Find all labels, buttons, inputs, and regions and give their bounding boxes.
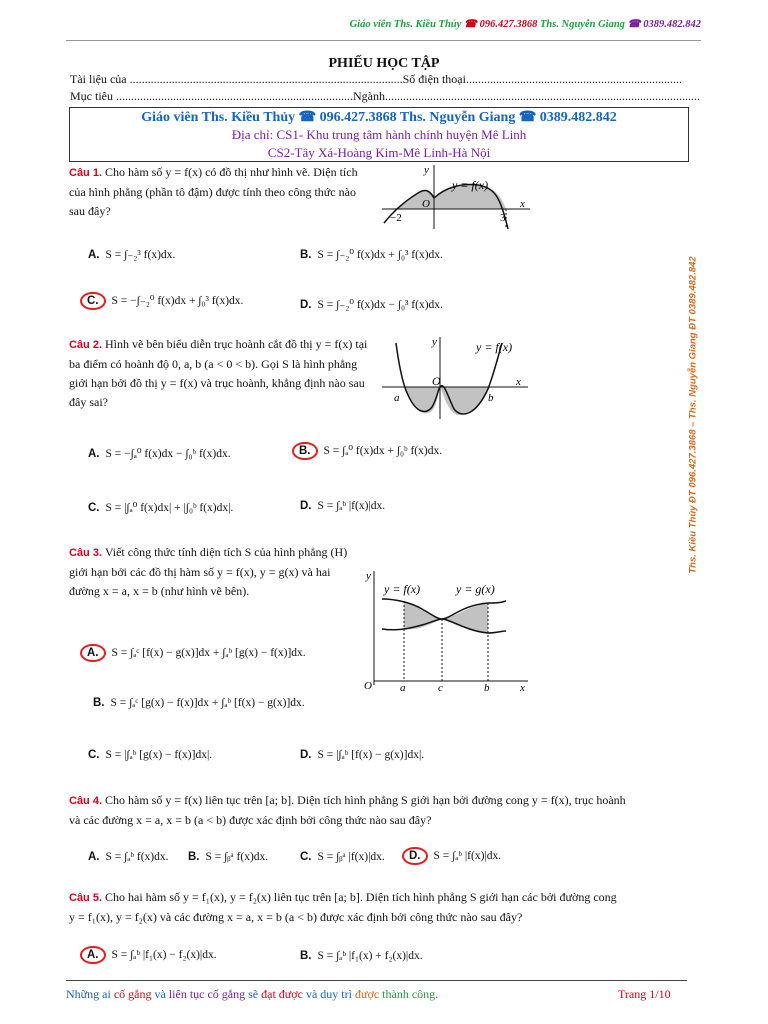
page-title: PHIẾU HỌC TẬP (328, 56, 440, 71)
side-contact-text: Ths. Kiều Thủy ĐT 096.427.3868 – Ths. Nguyễn Giang ĐT 0389.482.842 (687, 256, 699, 574)
q1-option-c-text: S = −∫₋₂⁰ f(x)dx + ∫₀³ f(x)dx. (111, 295, 244, 307)
q4-option-b[interactable]: B. S = ∫ᵦᵃ f(x)dx. (188, 851, 269, 863)
q3-option-b-text: S = ∫ₐᶜ [g(x) − f(x)]dx + ∫ₐᵇ [f(x) − g(x)]dx. (110, 697, 305, 709)
q3-graph-g: y = g(x) (456, 582, 495, 596)
answer-circle: B. (292, 442, 318, 460)
header-teacher-2: Ths. Nguyễn Giang (540, 19, 625, 30)
q1-graph-b: 3 (500, 212, 506, 224)
q3-graph-c: c (438, 682, 443, 694)
q2-option-d[interactable]: D. S = ∫ₐᵇ |f(x)|dx. (300, 500, 386, 512)
question-2-graph (382, 333, 532, 421)
header-phone-1: ☎ 096.427.3868 (463, 19, 538, 30)
q4-option-b-text: S = ∫ᵦᵃ f(x)dx. (205, 851, 269, 863)
footer-rule (66, 980, 687, 981)
q5-option-b[interactable]: B. S = ∫ₐᵇ |f₁(x) + f₂(x)|dx. (300, 950, 423, 962)
motto-word: Những ai (66, 987, 111, 1001)
q2-option-c-text: S = |∫ₐ⁰ f(x)dx| + |∫₀ᵇ f(x)dx|. (105, 502, 234, 514)
answer-circle: C. (80, 292, 106, 310)
q3-graph-y: y (366, 570, 371, 582)
q3-option-c[interactable]: C. S = |∫ₐᵇ [g(x) − f(x)]dx|. (88, 749, 213, 761)
q1-graph-x: x (520, 198, 525, 210)
q1-option-a[interactable]: A. S = ∫₋₂³ f(x)dx. (88, 249, 176, 261)
footer-motto (66, 987, 438, 1002)
q3-option-a-text: S = ∫ₐᶜ [f(x) − g(x)]dx + ∫ₐᵇ [g(x) − f(x)]dx. (111, 647, 306, 659)
q3-graph-f: y = f(x) (384, 582, 421, 596)
q1-option-d-text: S = ∫₋₂⁰ f(x)dx − ∫₀³ f(x)dx. (317, 299, 443, 311)
contact-box (69, 107, 689, 162)
motto-word: cố gắng (113, 987, 152, 1001)
question-5-text-1: Cho hai hàm số y = f₁(x), y = f₂(x) liên tục trên [a; b]. Diện tích hình phẳng S giới hạn các bởi đường cong (105, 890, 617, 904)
question-1-text: Cho hàm số y = f(x) có đồ thị như hình vẽ. Diện tích của hình phẳng (phần tô đậm) được tính theo công thức nào sau đây? (69, 165, 358, 218)
q4-option-a-text: S = ∫ₐᵇ f(x)dx. (105, 851, 169, 863)
answer-circle: D. (402, 847, 428, 865)
question-4 (69, 791, 709, 830)
motto-word: thành công (382, 987, 436, 1001)
q4-option-d[interactable] (410, 847, 501, 865)
question-1 (69, 163, 374, 221)
q1-graph-func: y = f(x) (452, 178, 489, 192)
motto-word: được (354, 987, 380, 1001)
q5-option-b-text: S = ∫ₐᵇ |f₁(x) + f₂(x)|dx. (317, 950, 423, 962)
motto-word: . (435, 987, 439, 1001)
q4-option-d-text: S = ∫ₐᵇ |f(x)|dx. (433, 850, 502, 862)
question-3 (69, 543, 359, 601)
question-4-text-1: Cho hàm số y = f(x) liên tục trên [a; b]. Diện tích hình phẳng S giới hạn bởi đường cong y = f(x), trục hoành (105, 793, 626, 807)
q2-option-b-text: S = ∫ₐ⁰ f(x)dx + ∫₀ᵇ f(x)dx. (323, 445, 443, 457)
q1-option-d[interactable]: D. S = ∫₋₂⁰ f(x)dx − ∫₀³ f(x)dx. (300, 299, 443, 311)
q2-option-d-text: S = ∫ₐᵇ |f(x)|dx. (317, 500, 386, 512)
q2-option-a-text: S = −∫ₐ⁰ f(x)dx − ∫₀ᵇ f(x)dx. (105, 448, 231, 460)
header-phone-2: ☎ 0389.482.842 (627, 19, 701, 30)
question-3-graph (362, 565, 532, 695)
q3-option-b[interactable]: B. S = ∫ₐᶜ [g(x) − f(x)]dx + ∫ₐᵇ [f(x) − g(x)]dx. (93, 697, 305, 709)
q4-option-c-text: S = ∫ᵦᵃ |f(x)|dx. (317, 851, 385, 863)
q2-graph-func: y = f(x) (476, 340, 513, 354)
q2-graph-y: y (432, 336, 437, 348)
q1-graph-o: O (422, 198, 430, 210)
contact-teachers: Giáo viên Ths. Kiều Thủy ☎ 096.427.3868 Ths. Nguyễn Giang ☎ 0389.482.842 (141, 110, 617, 125)
q3-option-d-text: S = |∫ₐᵇ [f(x) − g(x)]dx|. (317, 749, 425, 761)
q4-option-c[interactable]: C. S = ∫ᵦᵃ |f(x)|dx. (300, 851, 385, 863)
q2-graph-b: b (488, 392, 494, 404)
motto-word: và duy trì (305, 987, 352, 1001)
q2-option-c[interactable]: C. S = |∫ₐ⁰ f(x)dx| + |∫₀ᵇ f(x)dx|. (88, 502, 234, 514)
page-number: Trang 1/10 (618, 987, 671, 1001)
question-3-text: Viết công thức tính diện tích S của hình phẳng (H) giới hạn bởi các đồ thị hàm số y = f(x), y = g(x) và hai đường x = a, x = b (như hình vẽ bên). (69, 545, 348, 598)
question-5-text-2: y = f₁(x), y = f₂(x) và các đường x = a, x = b (a < b) được xác định bởi công thức nào sau đây? (69, 910, 523, 924)
motto-word: sẽ (248, 987, 259, 1001)
question-5 (69, 888, 709, 927)
question-2-label: Câu 2. (69, 339, 103, 351)
answer-circle: A. (80, 946, 106, 964)
answer-circle: A. (80, 644, 106, 662)
motto-word: liên tục cố gắng (168, 987, 246, 1001)
contact-address-2: CS2-Tây Xá-Hoàng Kim-Mê Linh-Hà Nội (267, 145, 491, 160)
q3-option-d[interactable]: D. S = |∫ₐᵇ [f(x) − g(x)]dx|. (300, 749, 425, 761)
motto-word: đạt được (261, 987, 303, 1001)
q2-graph-x: x (516, 376, 521, 388)
q1-option-a-text: S = ∫₋₂³ f(x)dx. (105, 249, 176, 261)
question-2-text: Hình vẽ bên biểu diễn trục hoành cắt đồ thị y = f(x) tại ba điểm có hoành độ 0, a, b (a < 0 < b). Gọi S là hình phẳng giới hạn bởi đồ thị y = f(x) và trục hoành, khẳng định nào sau đây sai? (69, 337, 368, 409)
q1-option-b[interactable]: B. S = ∫₋₂⁰ f(x)dx + ∫₀³ f(x)dx. (300, 249, 443, 261)
q1-option-b-text: S = ∫₋₂⁰ f(x)dx + ∫₀³ f(x)dx. (317, 249, 443, 261)
header-teacher-1: Giáo viên Ths. Kiều Thủy (349, 19, 462, 30)
question-5-label: Câu 5. (69, 892, 103, 904)
page-header (0, 18, 701, 30)
q3-option-a[interactable] (88, 644, 306, 662)
q1-option-c[interactable] (88, 292, 243, 310)
question-2 (69, 335, 369, 412)
q4-option-a[interactable]: A. S = ∫ₐᵇ f(x)dx. (88, 851, 169, 863)
q5-option-a-text: S = ∫ₐᵇ |f₁(x) − f₂(x)|dx. (111, 949, 217, 961)
q1-graph-a: −2 (390, 212, 402, 224)
q3-graph-x: x (520, 682, 525, 694)
motto-word: và (154, 987, 166, 1001)
info-line-goal: Mục tiêu ...............................................................................Ngành......................................................................................................... (70, 89, 700, 103)
side-contact (684, 205, 702, 625)
contact-address-1: Địa chỉ: CS1- Khu trung tâm hành chính huyện Mê Linh (231, 127, 527, 142)
question-1-label: Câu 1. (69, 167, 103, 179)
q3-graph-b: b (484, 682, 490, 694)
question-3-label: Câu 3. (69, 547, 103, 559)
q2-graph-o: O (432, 374, 441, 388)
q2-option-b[interactable] (300, 442, 442, 460)
q3-graph-a: a (400, 682, 406, 694)
q2-graph-a: a (394, 392, 400, 404)
q1-graph-y: y (424, 164, 429, 176)
question-4-label: Câu 4. (69, 795, 103, 807)
q3-option-c-text: S = |∫ₐᵇ [g(x) − f(x)]dx|. (105, 749, 213, 761)
question-4-text-2: và các đường x = a, x = b (a < b) được xác định bởi công thức nào sau đây? (69, 813, 432, 827)
question-1-graph (382, 163, 532, 231)
q5-option-a[interactable] (88, 946, 217, 964)
q2-option-a[interactable]: A. S = −∫ₐ⁰ f(x)dx − ∫₀ᵇ f(x)dx. (88, 448, 231, 460)
header-rule (66, 40, 701, 41)
info-line-owner: Tài liệu của ...........................................................................................Số điện thoại........................................................................ (70, 72, 682, 86)
q3-graph-o: O (364, 680, 372, 692)
